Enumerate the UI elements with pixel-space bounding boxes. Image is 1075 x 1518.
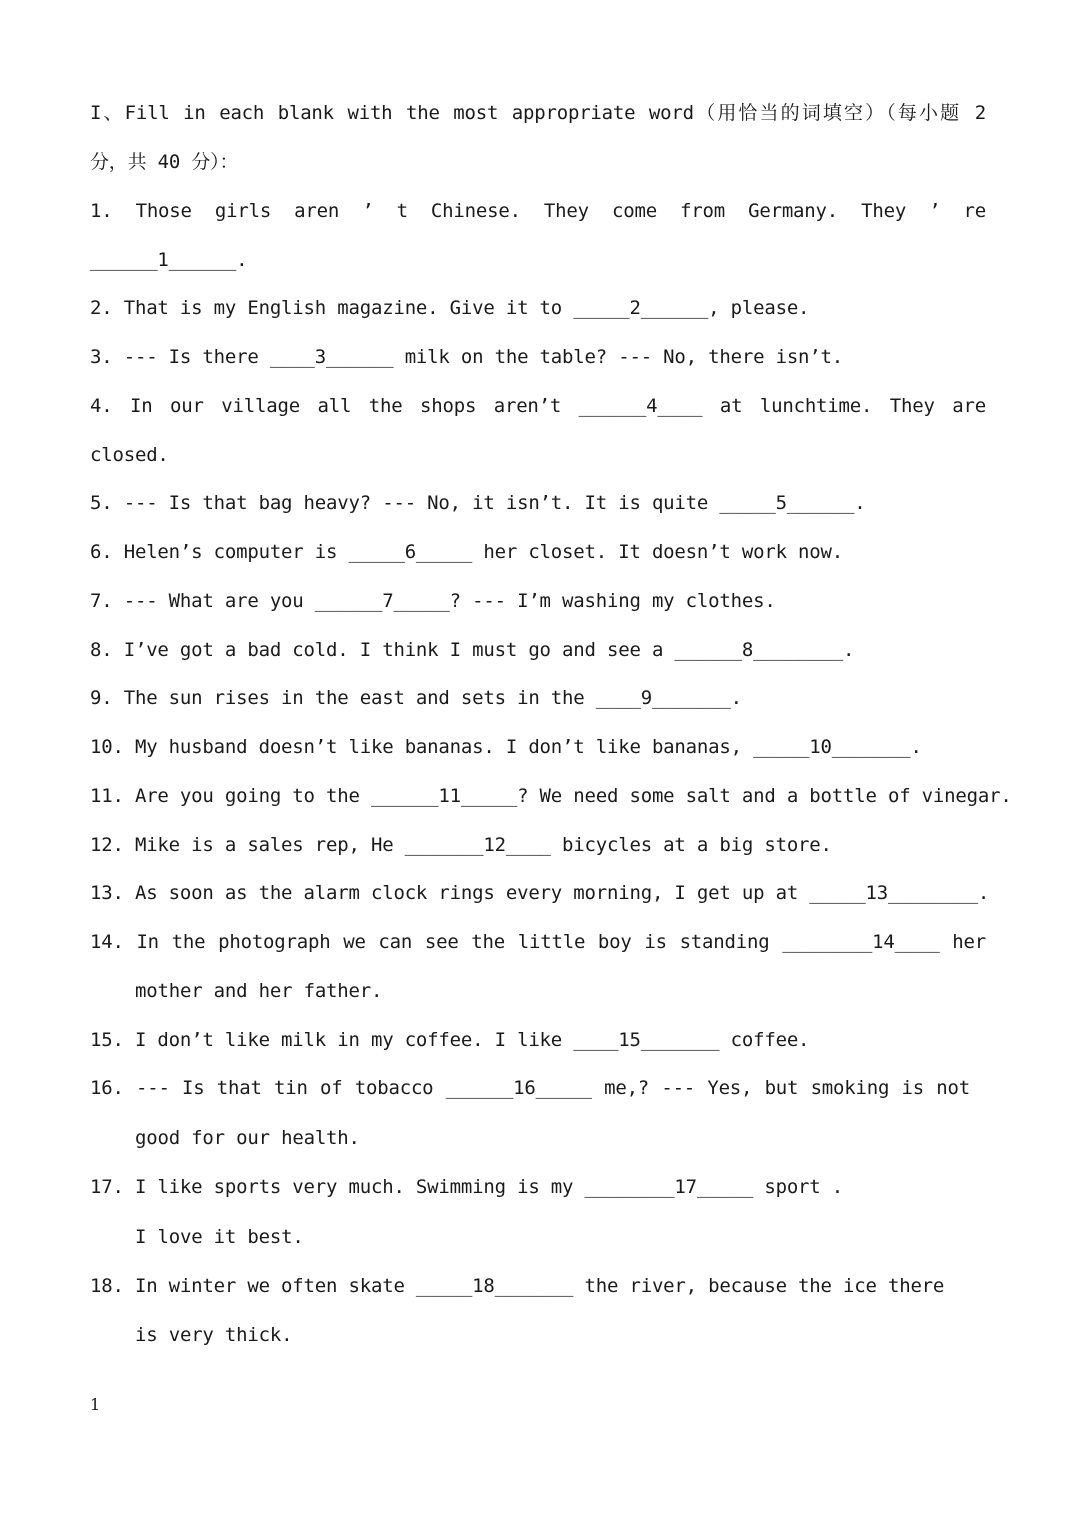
- question-15: 15. I don’t like milk in my coffee. I like ____15_______ coffee.: [90, 1029, 810, 1051]
- question-17-cont: I love it best.: [135, 1226, 304, 1248]
- question-16-cont: good for our health.: [135, 1127, 360, 1149]
- question-3: 3. --- Is there ____3______ milk on the table? --- No, there isn’t.: [90, 346, 844, 368]
- question-16: 16. --- Is that tin of tobacco ______16_____ me,? --- Yes, but smoking is not: [90, 1077, 970, 1099]
- question-2: 2. That is my English magazine. Give it to _____2______, please.: [90, 297, 810, 319]
- question-17: 17. I like sports very much. Swimming is my ________17_____ sport .: [90, 1176, 844, 1198]
- question-18: 18. In winter we often skate _____18_______ the river, because the ice there: [90, 1275, 945, 1297]
- question-14-cont: mother and her father.: [135, 980, 383, 1002]
- section-heading: I、Fill in each blank with the most appropriate word（用恰当的词填空）（每小题 2: [90, 102, 986, 124]
- section-heading-cont: 分，共 40 分）：: [90, 151, 239, 173]
- question-8: 8. I’ve got a bad cold. I think I must go and see a ______8________.: [90, 639, 855, 661]
- question-1: 1. Those girls aren ’ t Chinese. They come from Germany. They ’ re: [90, 200, 986, 222]
- question-12: 12. Mike is a sales rep, He _______12____ bicycles at a big store.: [90, 834, 832, 856]
- question-7: 7. --- What are you ______7_____? --- I’m washing my clothes.: [90, 590, 776, 612]
- question-5: 5. --- Is that bag heavy? --- No, it isn’t. It is quite _____5______.: [90, 492, 866, 514]
- question-4: 4. In our village all the shops aren’t ______4____ at lunchtime. They are: [90, 395, 986, 417]
- question-11: 11. Are you going to the ______11_____? We need some salt and a bottle of vinegar.: [90, 785, 1012, 807]
- question-4-cont: closed.: [90, 444, 169, 466]
- question-18-cont: is very thick.: [135, 1324, 293, 1346]
- page-number: 1: [90, 1395, 101, 1414]
- question-10: 10. My husband doesn’t like bananas. I don’t like bananas, _____10_______.: [90, 736, 922, 758]
- question-1-cont: ______1______.: [90, 249, 248, 271]
- question-6: 6. Helen’s computer is _____6_____ her closet. It doesn’t work now.: [90, 541, 844, 563]
- question-13: 13. As soon as the alarm clock rings every morning, I get up at _____13________.: [90, 882, 990, 904]
- question-9: 9. The sun rises in the east and sets in the ____9_______.: [90, 687, 742, 709]
- question-14: 14. In the photograph we can see the little boy is standing ________14____ her: [90, 931, 986, 953]
